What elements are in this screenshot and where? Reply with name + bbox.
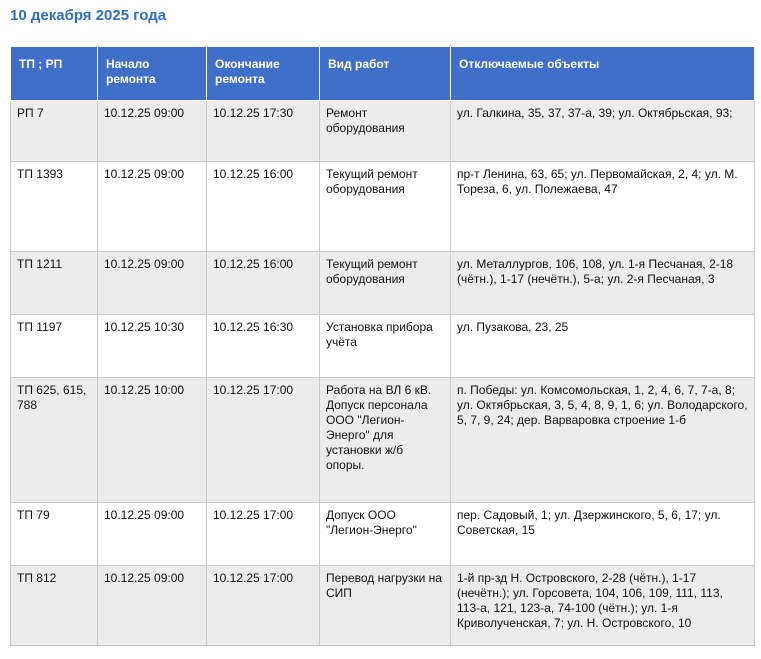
header-objects: Отключаемые объекты — [451, 47, 755, 101]
cell-end: 10.12.25 17:00 — [207, 378, 320, 503]
cell-work: Текущий ремонт оборудования — [320, 162, 451, 252]
cell-work: Перевод нагрузки на СИП — [320, 566, 451, 646]
table-row — [11, 101, 755, 162]
table-body — [11, 101, 755, 646]
table-row — [11, 162, 755, 252]
cell-objects: ул. Металлургов, 106, 108, ул. 1-я Песчаная, 2-18 (чётн.), 1-17 (нечётн.), 5-а; ул. 2-я Песчаная, 3 — [451, 252, 755, 315]
cell-start: 10.12.25 10:30 — [98, 315, 207, 378]
cell-work: Допуск ООО "Легион-Энерго" — [320, 503, 451, 566]
table-header — [11, 47, 755, 101]
table-row — [11, 252, 755, 315]
header-tp-rp: ТП ; РП — [11, 47, 98, 101]
header-start: Начало ремонта — [98, 47, 207, 101]
outage-schedule-table — [10, 46, 755, 646]
table-row — [11, 566, 755, 646]
cell-work: Работа на ВЛ 6 кВ. Допуск персонала ООО "Легион-Энерго" для установки ж/б опоры. — [320, 378, 451, 503]
header-row — [11, 47, 755, 101]
cell-tp: ТП 1197 — [11, 315, 98, 378]
table-row — [11, 378, 755, 503]
cell-objects: пр-т Ленина, 63, 65; ул. Первомайская, 2, 4; ул. М. Тореза, 6, ул. Полежаева, 47 — [451, 162, 755, 252]
cell-objects: пер. Садовый, 1; ул. Дзержинского, 5, 6, 17; ул. Советская, 15 — [451, 503, 755, 566]
cell-end: 10.12.25 16:30 — [207, 315, 320, 378]
cell-start: 10.12.25 09:00 — [98, 252, 207, 315]
cell-end: 10.12.25 17:00 — [207, 503, 320, 566]
cell-work: Установка прибора учёта — [320, 315, 451, 378]
table-row — [11, 315, 755, 378]
page-title: 10 декабря 2025 года — [10, 7, 167, 24]
cell-start: 10.12.25 09:00 — [98, 566, 207, 646]
cell-start: 10.12.25 10:00 — [98, 378, 207, 503]
cell-end: 10.12.25 16:00 — [207, 162, 320, 252]
cell-work: Текущий ремонт оборудования — [320, 252, 451, 315]
cell-objects: 1-й пр-зд Н. Островского, 2-28 (чётн.), 1-17 (нечётн.); ул. Горсовета, 104, 106, 109, 111, 113, 113-а, 121, 123-а, 74-100 (чётн.); ул. 1-я Криволученская, 7; ул. Н. Островского, 10 — [451, 566, 755, 646]
cell-end: 10.12.25 17:00 — [207, 566, 320, 646]
cell-tp: ТП 79 — [11, 503, 98, 566]
header-work-type: Вид работ — [320, 47, 451, 101]
table-row — [11, 503, 755, 566]
cell-tp: ТП 812 — [11, 566, 98, 646]
cell-end: 10.12.25 17:30 — [207, 101, 320, 162]
cell-start: 10.12.25 09:00 — [98, 162, 207, 252]
cell-end: 10.12.25 16:00 — [207, 252, 320, 315]
cell-objects: ул. Пузакова, 23, 25 — [451, 315, 755, 378]
cell-tp: ТП 625, 615, 788 — [11, 378, 98, 503]
header-end: Окончание ремонта — [207, 47, 320, 101]
cell-objects: ул. Галкина, 35, 37, 37-а, 39; ул. Октябрьская, 93; — [451, 101, 755, 162]
cell-objects: п. Победы: ул. Комсомольская, 1, 2, 4, 6, 7, 7-а, 8; ул. Октябрьская, 3, 5, 4, 8, 9, 1, 6; ул. Володарского, 5, 7, 9, 24; дер. Варваровка строение 1-б — [451, 378, 755, 503]
cell-tp: ТП 1211 — [11, 252, 98, 315]
cell-start: 10.12.25 09:00 — [98, 503, 207, 566]
cell-start: 10.12.25 09:00 — [98, 101, 207, 162]
cell-tp: ТП 1393 — [11, 162, 98, 252]
cell-work: Ремонт оборудования — [320, 101, 451, 162]
cell-tp: РП 7 — [11, 101, 98, 162]
